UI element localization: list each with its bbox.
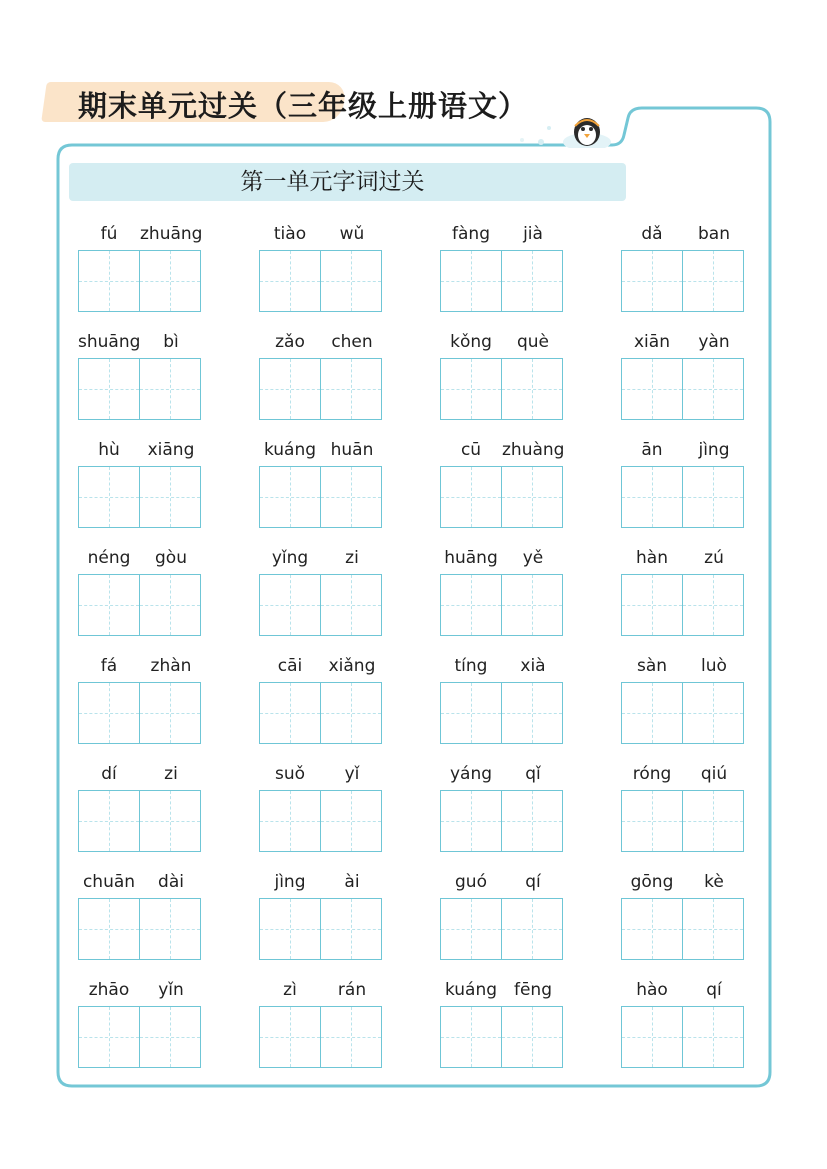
vocab-item	[259, 330, 383, 422]
writing-cell[interactable]	[259, 250, 321, 312]
pinyin-syllable-2: zi	[164, 764, 178, 784]
writing-cell[interactable]	[682, 682, 744, 744]
pinyin-row	[440, 978, 564, 1004]
pinyin-row	[259, 546, 383, 572]
pinyin-syllable-1: shuāng	[78, 332, 141, 352]
vocab-item	[259, 978, 383, 1070]
pinyin-syllable-1: gōng	[630, 872, 674, 892]
writing-cell[interactable]	[139, 790, 201, 852]
vocab-item	[440, 330, 564, 422]
pinyin-row	[78, 654, 202, 680]
writing-cell[interactable]	[139, 1006, 201, 1068]
pinyin-syllable-2: wǔ	[339, 224, 365, 244]
writing-boxes	[78, 790, 202, 852]
writing-boxes	[259, 250, 383, 312]
pinyin-row	[259, 438, 383, 464]
writing-cell[interactable]	[259, 682, 321, 744]
pinyin-syllable-1: yǐng	[271, 548, 309, 568]
pinyin-row	[259, 222, 383, 248]
pinyin-syllable-2: gòu	[155, 548, 187, 568]
pinyin-row	[259, 870, 383, 896]
writing-cell[interactable]	[682, 1006, 744, 1068]
pinyin-syllable-1: fú	[100, 224, 118, 244]
vocab-item	[78, 222, 202, 314]
pinyin-row	[259, 654, 383, 680]
writing-cell[interactable]	[440, 250, 502, 312]
pinyin-syllable-1: fàng	[452, 224, 490, 244]
pinyin-syllable-2: jìng	[698, 440, 730, 460]
vocab-item	[440, 546, 564, 638]
pinyin-syllable-1: suǒ	[274, 764, 306, 784]
vocab-item	[78, 870, 202, 962]
writing-boxes	[621, 250, 745, 312]
writing-cell[interactable]	[139, 574, 201, 636]
writing-boxes	[621, 1006, 745, 1068]
pinyin-syllable-2: zhàn	[150, 656, 192, 676]
vocab-item	[78, 978, 202, 1070]
pinyin-syllable-1: huāng	[444, 548, 498, 568]
pinyin-syllable-1: róng	[632, 764, 672, 784]
section-title: 第一单元字词过关	[240, 169, 425, 195]
pinyin-syllable-2: yàn	[698, 332, 730, 352]
pinyin-syllable-1: hù	[98, 440, 120, 460]
pinyin-syllable-1: zǎo	[275, 332, 305, 352]
pinyin-syllable-1: tiào	[273, 224, 307, 244]
writing-cell[interactable]	[440, 358, 502, 420]
writing-cell[interactable]	[320, 574, 382, 636]
vocab-item	[440, 222, 564, 314]
vocab-item	[78, 330, 202, 422]
pinyin-row	[621, 654, 745, 680]
pinyin-syllable-2: zú	[704, 548, 724, 568]
pinyin-syllable-2: qǐ	[525, 764, 541, 784]
vocab-item	[621, 546, 745, 638]
pinyin-syllable-1: cāi	[277, 656, 303, 676]
pinyin-row	[621, 546, 745, 572]
writing-cell[interactable]	[682, 790, 744, 852]
writing-boxes	[78, 898, 202, 960]
pinyin-row	[621, 870, 745, 896]
vocab-item	[259, 438, 383, 530]
writing-cell[interactable]	[440, 574, 502, 636]
pinyin-row	[440, 330, 564, 356]
pinyin-syllable-1: hàn	[636, 548, 668, 568]
writing-cell[interactable]	[501, 898, 563, 960]
vocab-item	[440, 654, 564, 746]
writing-cell[interactable]	[501, 682, 563, 744]
writing-boxes	[78, 250, 202, 312]
writing-cell[interactable]	[501, 466, 563, 528]
vocab-item	[259, 870, 383, 962]
vocab-item	[440, 978, 564, 1070]
pinyin-row	[440, 222, 564, 248]
pinyin-syllable-2: kè	[704, 872, 724, 892]
pinyin-syllable-1: yáng	[449, 764, 493, 784]
page-header	[44, 74, 529, 130]
writing-boxes	[259, 358, 383, 420]
pinyin-syllable-2: yǐ	[344, 764, 360, 784]
writing-cell[interactable]	[621, 790, 683, 852]
pinyin-syllable-2: qiú	[700, 764, 728, 784]
writing-cell[interactable]	[259, 1006, 321, 1068]
writing-boxes	[259, 574, 383, 636]
pinyin-row	[78, 870, 202, 896]
writing-cell[interactable]	[621, 466, 683, 528]
pinyin-row	[440, 654, 564, 680]
vocab-item	[440, 762, 564, 854]
writing-boxes	[440, 682, 564, 744]
pinyin-syllable-2: rán	[337, 980, 367, 1000]
vocab-item	[259, 762, 383, 854]
writing-cell[interactable]	[259, 898, 321, 960]
pinyin-syllable-2: bì	[163, 332, 179, 352]
vocab-item	[621, 870, 745, 962]
pinyin-row	[78, 546, 202, 572]
writing-cell[interactable]	[78, 466, 140, 528]
writing-cell[interactable]	[682, 898, 744, 960]
writing-cell[interactable]	[320, 898, 382, 960]
writing-cell[interactable]	[139, 466, 201, 528]
writing-cell[interactable]	[440, 682, 502, 744]
pinyin-syllable-1: dǎ	[641, 224, 663, 244]
writing-boxes	[259, 466, 383, 528]
writing-cell[interactable]	[682, 466, 744, 528]
writing-boxes	[621, 466, 745, 528]
pinyin-syllable-2: ài	[344, 872, 360, 892]
pinyin-syllable-2: chen	[331, 332, 373, 352]
pinyin-row	[259, 330, 383, 356]
pinyin-syllable-1: ān	[641, 440, 663, 460]
pinyin-syllable-1: dí	[101, 764, 117, 784]
writing-cell[interactable]	[78, 250, 140, 312]
pinyin-syllable-2: xià	[520, 656, 546, 676]
vocab-item	[621, 762, 745, 854]
writing-boxes	[621, 358, 745, 420]
pinyin-row	[78, 222, 202, 248]
pinyin-row	[78, 438, 202, 464]
pinyin-row	[621, 438, 745, 464]
writing-boxes	[259, 1006, 383, 1068]
pinyin-syllable-1: fá	[100, 656, 118, 676]
writing-cell[interactable]	[78, 682, 140, 744]
pinyin-row	[440, 546, 564, 572]
writing-boxes	[259, 790, 383, 852]
pinyin-syllable-2: yǐn	[158, 980, 184, 1000]
pinyin-syllable-2: què	[516, 332, 550, 352]
pinyin-row	[78, 330, 202, 356]
vocab-item	[621, 222, 745, 314]
writing-cell[interactable]	[501, 574, 563, 636]
pinyin-syllable-1: sàn	[636, 656, 668, 676]
writing-cell[interactable]	[501, 790, 563, 852]
vocab-item	[440, 870, 564, 962]
writing-cell[interactable]	[501, 358, 563, 420]
pinyin-syllable-2: qí	[525, 872, 541, 892]
pinyin-syllable-1: jìng	[274, 872, 306, 892]
pinyin-syllable-1: guó	[455, 872, 487, 892]
writing-boxes	[259, 898, 383, 960]
vocab-item	[78, 438, 202, 530]
writing-boxes	[440, 358, 564, 420]
writing-cell[interactable]	[320, 250, 382, 312]
writing-cell[interactable]	[682, 250, 744, 312]
writing-boxes	[621, 790, 745, 852]
writing-boxes	[78, 358, 202, 420]
vocab-item	[259, 222, 383, 314]
vocab-item	[621, 330, 745, 422]
writing-boxes	[78, 1006, 202, 1068]
writing-cell[interactable]	[139, 358, 201, 420]
pinyin-syllable-2: zhuāng	[140, 224, 203, 244]
writing-cell[interactable]	[682, 358, 744, 420]
pinyin-row	[621, 762, 745, 788]
writing-boxes	[78, 682, 202, 744]
writing-cell[interactable]	[259, 790, 321, 852]
writing-boxes	[440, 574, 564, 636]
vocab-item	[440, 438, 564, 530]
writing-cell[interactable]	[621, 358, 683, 420]
writing-boxes	[440, 250, 564, 312]
writing-cell[interactable]	[320, 682, 382, 744]
vocab-item	[78, 546, 202, 638]
writing-cell[interactable]	[139, 898, 201, 960]
pinyin-syllable-2: xiāng	[147, 440, 195, 460]
pinyin-syllable-1: xiān	[634, 332, 670, 352]
writing-boxes	[78, 466, 202, 528]
pinyin-row	[259, 762, 383, 788]
writing-cell[interactable]	[259, 358, 321, 420]
pinyin-row	[78, 762, 202, 788]
writing-cell[interactable]	[139, 250, 201, 312]
pinyin-row	[621, 978, 745, 1004]
writing-boxes	[78, 574, 202, 636]
writing-boxes	[621, 682, 745, 744]
pinyin-row	[78, 978, 202, 1004]
writing-cell[interactable]	[621, 250, 683, 312]
writing-cell[interactable]	[501, 1006, 563, 1068]
pinyin-syllable-2: zi	[345, 548, 359, 568]
vocab-item	[621, 978, 745, 1070]
vocab-item	[621, 438, 745, 530]
vocab-item	[259, 546, 383, 638]
pinyin-row	[621, 330, 745, 356]
writing-boxes	[259, 682, 383, 744]
vocab-item	[78, 654, 202, 746]
writing-boxes	[440, 790, 564, 852]
pinyin-syllable-1: zì	[283, 980, 297, 1000]
section-header-bar	[69, 163, 626, 201]
pinyin-row	[621, 222, 745, 248]
writing-cell[interactable]	[139, 682, 201, 744]
writing-cell[interactable]	[682, 574, 744, 636]
writing-cell[interactable]	[621, 574, 683, 636]
writing-boxes	[621, 898, 745, 960]
writing-cell[interactable]	[621, 1006, 683, 1068]
page-title: 期末单元过关（三年级上册语文）	[78, 89, 529, 123]
pinyin-syllable-2: jià	[523, 224, 543, 244]
writing-cell[interactable]	[320, 790, 382, 852]
pinyin-row	[440, 870, 564, 896]
pinyin-syllable-2: dài	[158, 872, 184, 892]
writing-boxes	[621, 574, 745, 636]
writing-cell[interactable]	[259, 466, 321, 528]
pinyin-syllable-2: huān	[330, 440, 374, 460]
writing-cell[interactable]	[621, 682, 683, 744]
pinyin-row	[259, 978, 383, 1004]
pinyin-syllable-1: zhāo	[88, 980, 130, 1000]
vocab-item	[259, 654, 383, 746]
writing-cell[interactable]	[440, 466, 502, 528]
writing-cell[interactable]	[501, 250, 563, 312]
pinyin-syllable-1: cū	[460, 440, 482, 460]
writing-cell[interactable]	[78, 790, 140, 852]
pinyin-syllable-1: tíng	[454, 656, 488, 676]
pinyin-syllable-1: néng	[87, 548, 131, 568]
writing-cell[interactable]	[78, 1006, 140, 1068]
pinyin-row	[440, 762, 564, 788]
writing-cell[interactable]	[259, 574, 321, 636]
pinyin-syllable-1: chuān	[82, 872, 136, 892]
writing-cell[interactable]	[621, 898, 683, 960]
writing-cell[interactable]	[440, 898, 502, 960]
pinyin-syllable-1: kǒng	[450, 332, 492, 352]
pinyin-syllable-2: qí	[706, 980, 722, 1000]
writing-cell[interactable]	[320, 466, 382, 528]
penguin-mascot-icon	[562, 112, 612, 148]
writing-cell[interactable]	[78, 358, 140, 420]
pinyin-syllable-2: luò	[701, 656, 727, 676]
writing-cell[interactable]	[78, 574, 140, 636]
pinyin-syllable-1: kuáng	[444, 980, 498, 1000]
writing-boxes	[440, 898, 564, 960]
pinyin-syllable-2: yě	[522, 548, 544, 568]
pinyin-syllable-2: zhuàng	[502, 440, 565, 460]
writing-cell[interactable]	[320, 358, 382, 420]
pinyin-syllable-1: hào	[636, 980, 668, 1000]
writing-cell[interactable]	[440, 1006, 502, 1068]
vocab-item	[78, 762, 202, 854]
writing-cell[interactable]	[78, 898, 140, 960]
pinyin-row	[440, 438, 564, 464]
pinyin-syllable-1: kuáng	[263, 440, 317, 460]
pinyin-syllable-2: fēng	[513, 980, 552, 1000]
writing-cell[interactable]	[320, 1006, 382, 1068]
pinyin-syllable-2: ban	[698, 224, 730, 244]
vocab-item	[621, 654, 745, 746]
writing-cell[interactable]	[440, 790, 502, 852]
writing-boxes	[440, 466, 564, 528]
pinyin-syllable-2: xiǎng	[328, 656, 376, 676]
writing-boxes	[440, 1006, 564, 1068]
